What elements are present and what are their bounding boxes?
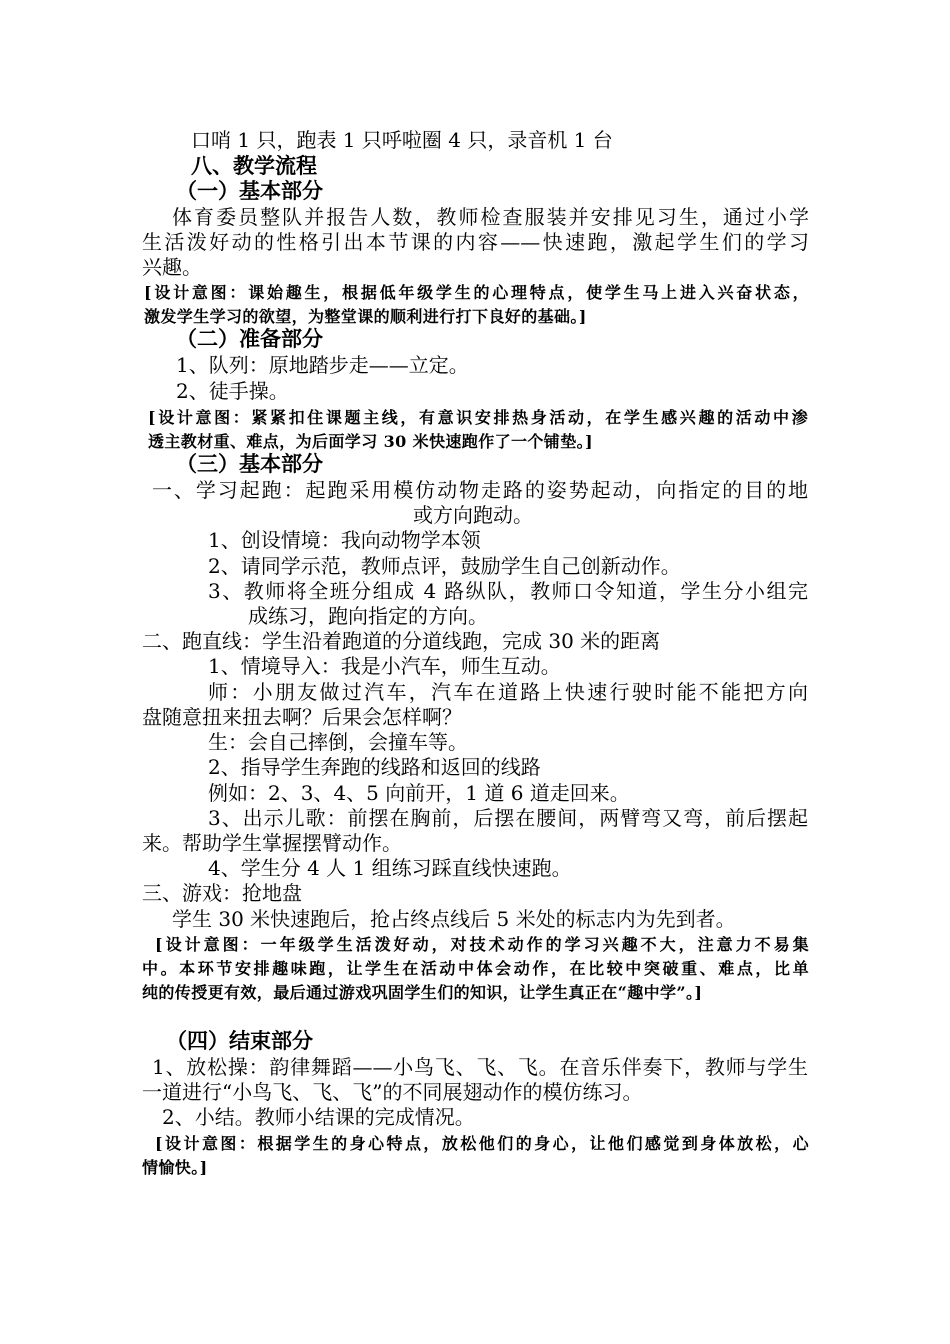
list-item: 3、教师将全班分组成 4 路纵队，教师口令知道，学生分小组完 [208,579,808,603]
paragraph-line: 三、游戏：抢地盘 [142,881,302,905]
list-item: 2、小结。教师小结课的完成情况。 [162,1105,475,1129]
list-item: 1、创设情境：我向动物学本领 [208,528,481,552]
design-intent-note-line: [设计意图：课始趣生，根据低年级学生的心理特点，使学生马上进入兴奋状态， [144,283,809,302]
paragraph-line: 盘随意扭来扭去啊？后果会怎样啊？ [142,705,462,729]
paragraph-line: 1、放松操：韵律舞蹈——小鸟飞、飞、飞。在音乐伴奏下，教师与学生 [152,1055,808,1079]
subheading-closing-part: （四）结束部分 [166,1028,313,1053]
paragraph-line: 体育委员整队并报告人数，教师检查服装并安排见习生，通过小学 [172,205,809,229]
list-item: 2、指导学生奔跑的线路和返回的线路 [208,755,541,779]
list-item: 3、出示儿歌：前摆在胸前，后摆在腰间，两臂弯又弯，前后摆起 [208,806,808,830]
paragraph-line: 生：会自己摔倒，会撞车等。 [208,730,468,754]
list-item: 4、学生分 4 人 1 组练习踩直线快速跑。 [208,856,572,880]
design-intent-note-line: [设计意图：一年级学生活泼好动，对技术动作的学习兴趣不大，注意力不易集 [155,935,809,954]
paragraph-line: 来。帮助学生掌握摆臂动作。 [142,831,402,855]
subheading-basic-part-3: （三）基本部分 [176,451,323,476]
paragraph-line: 兴趣。 [142,255,202,279]
list-item: 2、请同学示范，教师点评，鼓励学生自己创新动作。 [208,554,681,578]
design-intent-note-line: [设计意图：根据学生的身心特点，放松他们的身心，让他们感觉到身体放松，心 [155,1134,809,1153]
paragraph-line: 师：小朋友做过汽车，汽车在道路上快速行驶时能不能把方向 [208,680,808,704]
list-item: 1、队列：原地踏步走——立定。 [176,353,469,377]
materials-line: 口哨 1 只，跑表 1 只呼啦圈 4 只，录音机 1 台 [191,128,613,152]
design-intent-note-line: 情愉快。] [142,1158,208,1177]
paragraph-line: 一道进行“小鸟飞、飞、飞”的不同展翅动作的模仿练习。 [142,1080,643,1104]
design-intent-note-line: 激发学生学习的欲望，为整堂课的顺利进行打下良好的基础。] [144,307,587,326]
list-item: 2、徒手操。 [176,379,289,403]
list-item: 成练习，跑向指定的方向。 [248,604,488,628]
paragraph-line: 学生 30 米快速跑后，抢占终点线后 5 米处的标志内为先到者。 [172,907,736,931]
paragraph-line: 二、跑直线：学生沿着跑道的分道线跑，完成 30 米的距离 [142,629,661,653]
paragraph-line: 例如：2、3、4、5 向前开，1 道 6 道走回来。 [208,781,630,805]
list-item: 1、情境导入：我是小汽车，师生互动。 [208,654,561,678]
design-intent-note-line: 纯的传授更有效，最后通过游戏巩固学生们的知识，让学生真正在“趣中学”。] [142,983,703,1002]
design-intent-note-line: 透主教材重、难点，为后面学习 30 米快速跑作了一个铺垫。] [148,432,593,451]
section-heading-teaching-process: 八、教学流程 [191,153,317,178]
design-intent-note-line: 中。本环节安排趣味跑，让学生在活动中体会动作，在比较中突破重、难点，比单 [142,959,809,978]
paragraph-line: 生活泼好动的性格引出本节课的内容——快速跑，激起学生们的学习 [142,230,809,254]
design-intent-note-line: [设计意图：紧紧扣住课题主线，有意识安排热身活动，在学生感兴趣的活动中渗 [148,408,808,427]
subheading-basic-part-1: （一）基本部分 [176,178,323,203]
paragraph-line: 一、学习起跑：起跑采用模仿动物走路的姿势起动，向指定的目的地 [152,478,808,502]
subheading-preparation-part: （二）准备部分 [176,326,323,351]
paragraph-line: 或方向跑动。 [413,503,533,527]
